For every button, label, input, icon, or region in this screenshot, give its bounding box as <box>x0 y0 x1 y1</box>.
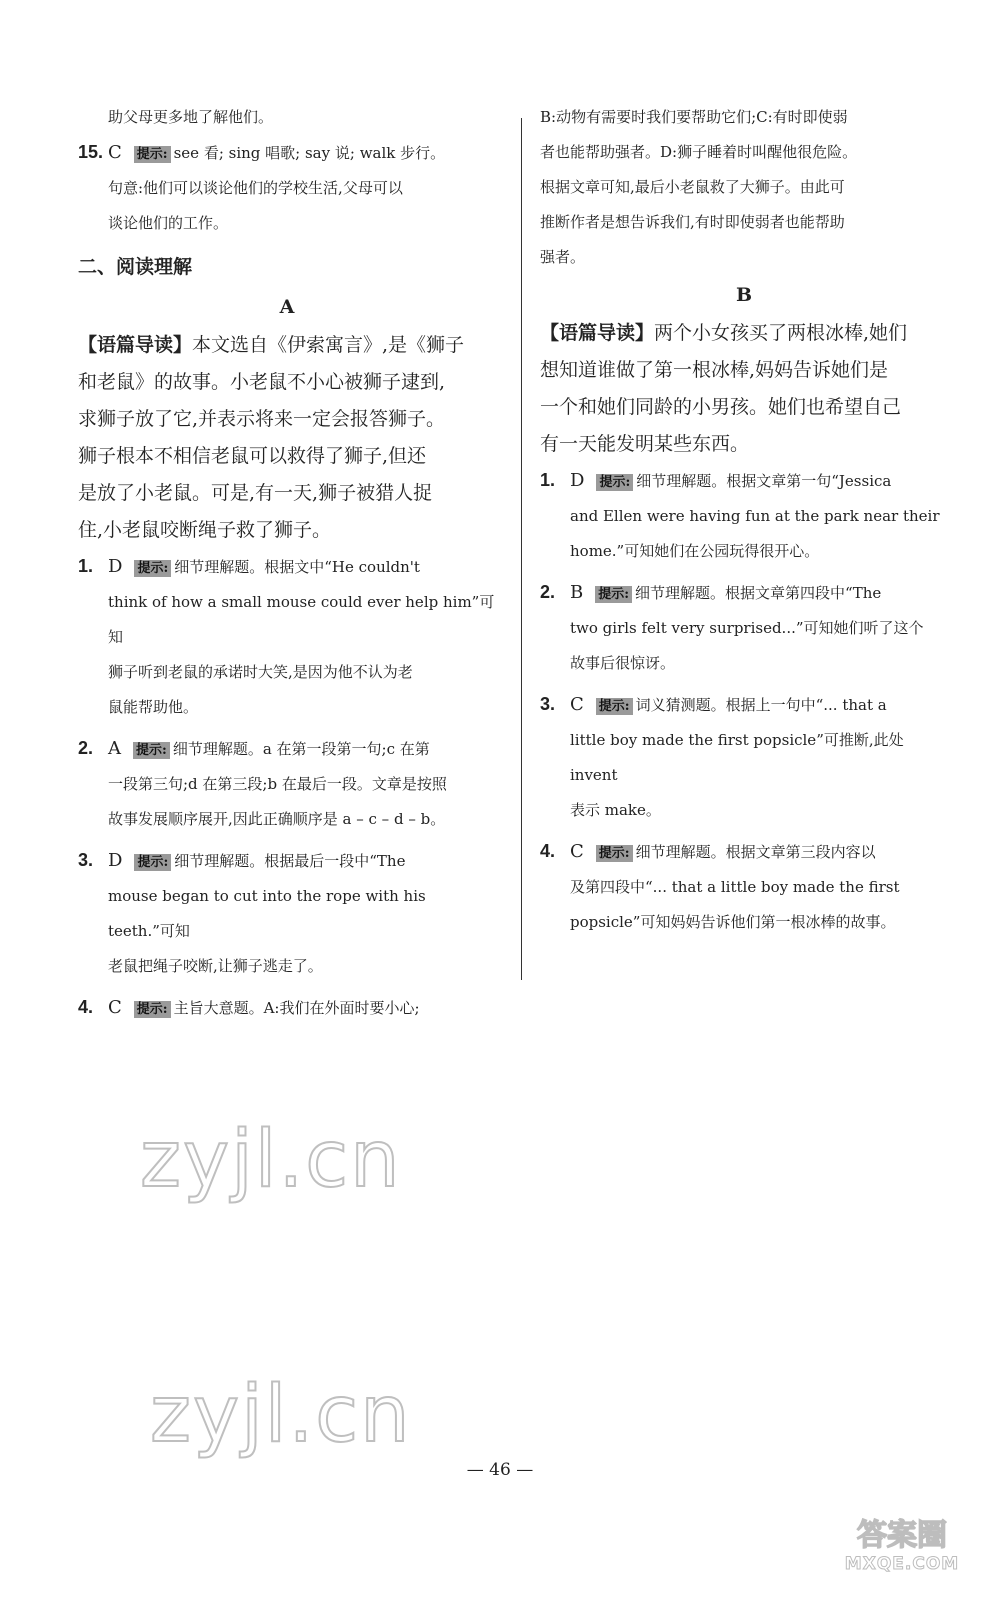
continuation-line: 强者。 <box>540 248 586 266</box>
hint-label: 提示: <box>133 742 170 759</box>
question-number: 4. <box>540 841 556 861</box>
continuation-line: 推断作者是想告诉我们,有时即使弱者也能帮助 <box>540 213 845 231</box>
explanation-line: and Ellen were having fun at the park near their <box>570 507 940 525</box>
explanation-line: mouse began to cut into the rope with his teeth.”可知 <box>108 887 426 940</box>
guide-line: 是放了小老鼠。可是,有一天,狮子被猎人捉 <box>78 482 433 504</box>
guide-line: 想知道谁做了第一根冰棒,妈妈告诉她们是 <box>540 359 889 381</box>
question-number: 2. <box>78 738 94 758</box>
explanation-line: 细节理解题。a 在第一段第一句;c 在第 <box>172 740 430 758</box>
answer-letter: C <box>570 841 584 862</box>
answer-item-b2 <box>540 575 948 681</box>
left-column <box>78 100 496 1032</box>
question-number: 3. <box>540 694 556 714</box>
answer-letter: C <box>108 142 122 163</box>
explanation-line: two girls felt very surprised...”可知她们听了这个 <box>570 619 924 637</box>
guide-line: 有一天能发明某些东西。 <box>540 433 750 455</box>
page-number: — 46 — <box>466 1460 534 1480</box>
hint-label: 提示: <box>134 1001 171 1018</box>
question-number: 3. <box>78 850 94 870</box>
explanation-line: 狮子听到老鼠的承诺时大笑,是因为他不认为老 <box>108 663 413 681</box>
continuation-block <box>540 100 948 275</box>
answer-item-a4 <box>78 990 496 1026</box>
explanation-line: popsicle”可知妈妈告诉他们第一根冰棒的故事。 <box>570 913 896 931</box>
explanation-line: home.”可知她们在公园玩得很开心。 <box>570 542 820 560</box>
explanation-line: think of how a small mouse could ever help him”可知 <box>108 593 495 646</box>
explanation-line: 主旨大意题。A:我们在外面时要小心; <box>173 999 420 1017</box>
answer-item-b4 <box>540 834 948 940</box>
guide-line: 和老鼠》的故事。小老鼠不小心被狮子逮到, <box>78 371 446 393</box>
answer-letter: D <box>570 470 585 491</box>
explanation-line: 鼠能帮助他。 <box>108 698 199 716</box>
explanation-line: 细节理解题。根据文章第四段中“The <box>635 584 882 602</box>
hint-label: 提示: <box>134 146 171 163</box>
watermark: zyjl.cn <box>150 1370 412 1460</box>
explanation-line: see 看; sing 唱歌; say 说; walk 步行。 <box>173 144 446 162</box>
corner-logo <box>822 1510 982 1580</box>
explanation-line: 细节理解题。根据文中“He couldn't <box>174 558 420 576</box>
answer-item-b1 <box>540 463 948 569</box>
hint-label: 提示: <box>134 560 171 577</box>
explanation-line: 故事后很惊讶。 <box>570 654 676 672</box>
explanation-line: 及第四段中“... that a little boy made the first <box>570 878 900 896</box>
hint-label: 提示: <box>595 586 632 603</box>
continuation-line: 助父母更多地了解他们。 <box>108 108 274 126</box>
guide-line: 两个小女孩买了两根冰棒,她们 <box>654 322 908 344</box>
guide-line: 求狮子放了它,并表示将来一定会报答狮子。 <box>78 408 446 430</box>
answer-letter: D <box>108 850 123 871</box>
explanation-line: 句意:他们可以谈论他们的学校生活,父母可以 <box>108 179 403 197</box>
guide-label: 【语篇导读】 <box>540 322 655 344</box>
logo-url: MXQE.COM <box>844 1554 960 1574</box>
logo-text: 答案圈 <box>857 1518 947 1553</box>
explanation-line: 词义猜测题。根据上一句中“... that a <box>635 696 887 714</box>
question-15 <box>78 135 496 241</box>
guide-label: 【语篇导读】 <box>78 334 193 356</box>
explanation-line: 一段第三句;d 在第三段;b 在最后一段。文章是按照 <box>108 775 447 793</box>
passage-label-a: A <box>279 296 295 318</box>
explanation-line: little boy made the first popsicle”可推断,此处 invent <box>570 731 904 784</box>
explanation-line: 细节理解题。根据最后一段中“The <box>174 852 406 870</box>
passage-label-b: B <box>735 284 753 306</box>
answer-letter: A <box>108 738 121 759</box>
guide-line: 本文选自《伊索寓言》,是《狮子 <box>192 334 465 356</box>
watermark: zyjl.cn <box>140 1115 402 1205</box>
explanation-line: 谈论他们的工作。 <box>108 214 229 232</box>
continuation-line: 根据文章可知,最后小老鼠救了大狮子。由此可 <box>540 178 845 196</box>
answer-letter: D <box>108 556 123 577</box>
explanation-line: 细节理解题。根据文章第一句“Jessica <box>636 472 892 490</box>
passage-guide-b <box>540 315 948 463</box>
guide-line: 一个和她们同龄的小男孩。她们也希望自己 <box>540 396 902 418</box>
hint-label: 提示: <box>596 845 633 862</box>
guide-line: 狮子根本不相信老鼠可以救得了狮子,但还 <box>78 445 427 467</box>
question-number: 15. <box>78 142 104 162</box>
hint-label: 提示: <box>596 698 633 715</box>
guide-line: 住,小老鼠咬断绳子救了狮子。 <box>78 519 332 541</box>
right-column <box>540 100 948 946</box>
continuation-line: 者也能帮助强者。D:狮子睡着时叫醒他很危险。 <box>540 143 858 161</box>
section-title: 二、阅读理解 <box>78 256 193 278</box>
explanation-line: 老鼠把绳子咬断,让狮子逃走了。 <box>108 957 323 975</box>
explanation-line: 表示 make。 <box>570 801 661 819</box>
answer-letter: B <box>570 582 584 603</box>
continuation-line: B:动物有需要时我们要帮助它们;C:有时即使弱 <box>540 108 848 126</box>
question-number: 1. <box>540 470 556 490</box>
question-number: 2. <box>540 582 556 602</box>
answer-item-a3 <box>78 843 496 984</box>
column-divider <box>521 118 522 980</box>
answer-item-b3 <box>540 687 948 828</box>
hint-label: 提示: <box>596 474 633 491</box>
explanation-line: 故事发展顺序展开,因此正确顺序是 a – c – d – b。 <box>108 810 446 828</box>
answer-letter: C <box>108 997 122 1018</box>
answer-letter: C <box>570 694 584 715</box>
passage-guide-a <box>78 327 496 549</box>
answer-item-a1 <box>78 549 496 725</box>
question-number: 4. <box>78 997 94 1017</box>
question-number: 1. <box>78 556 94 576</box>
explanation-line: 细节理解题。根据文章第三段内容以 <box>635 843 876 861</box>
answer-item-a2 <box>78 731 496 837</box>
hint-label: 提示: <box>134 854 171 871</box>
